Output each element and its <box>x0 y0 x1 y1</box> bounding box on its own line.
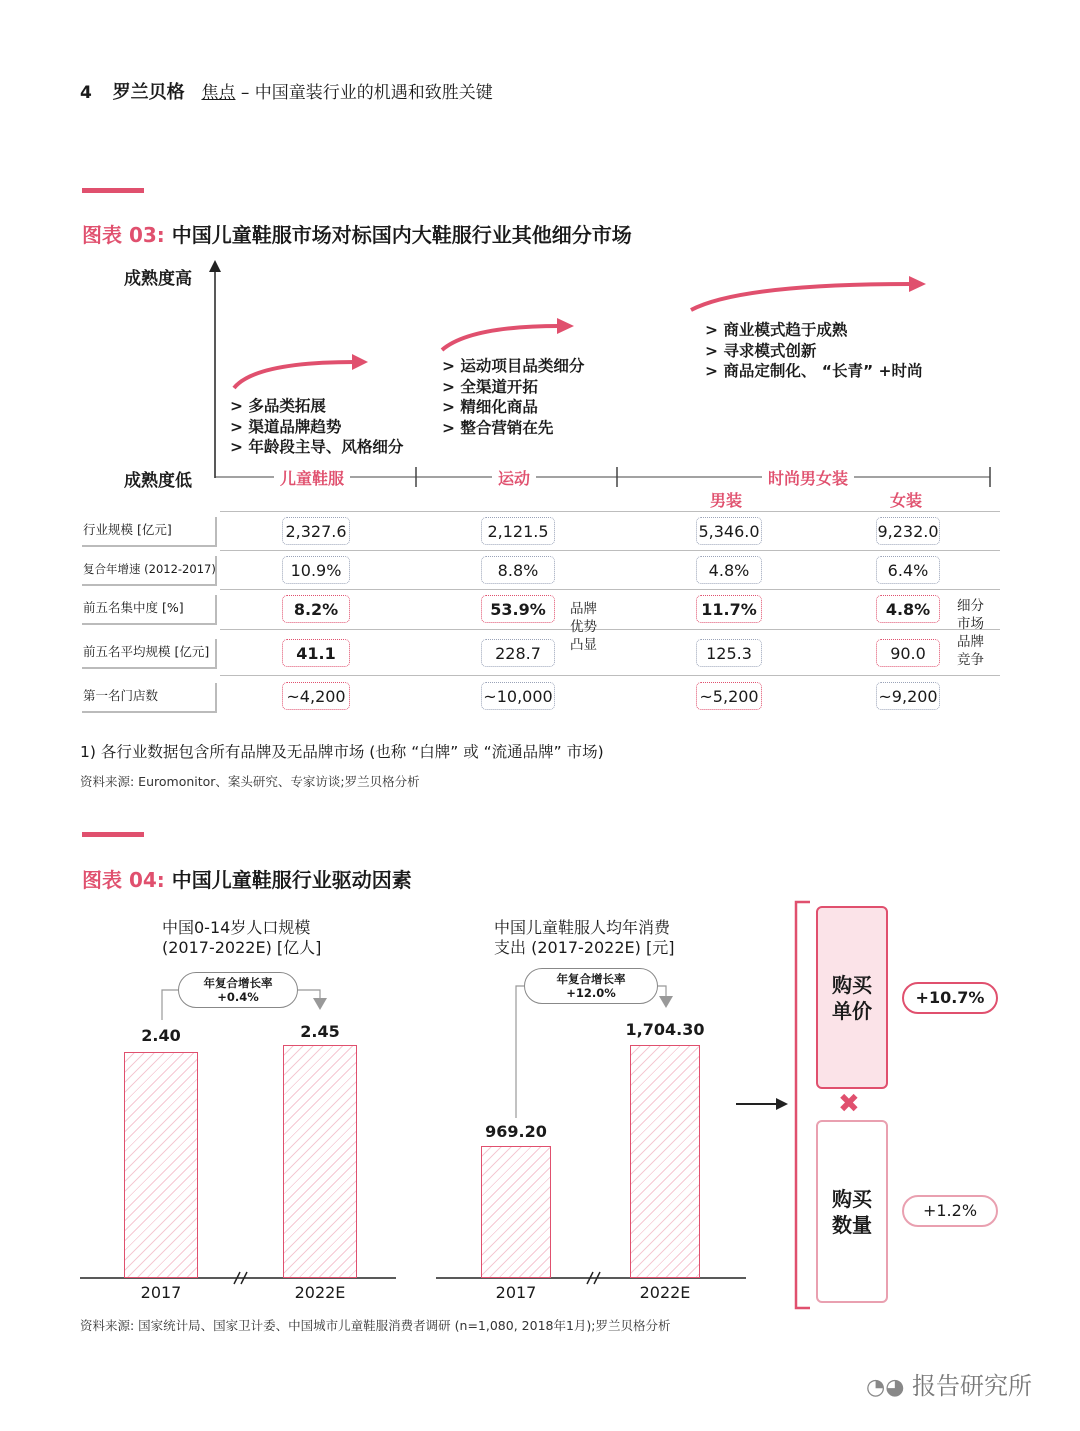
note-line: 细分 <box>957 598 984 614</box>
watermark-text: 报告研究所 <box>912 1372 1033 1400</box>
driver-label: 单价 <box>832 998 872 1023</box>
note-line: 品牌 <box>957 634 984 650</box>
list-item: > 全渠道开拓 <box>442 377 538 396</box>
figure03-footnote: 1) 各行业数据包含所有品牌及无品牌市场 (也称 “白牌” 或 “流通品牌” 市场) <box>80 743 604 761</box>
cagr-label: 年复合增长率 <box>203 976 273 990</box>
table-cell: 2,327.6 <box>282 517 350 545</box>
chart2-value-2017: 969.20 <box>485 1122 547 1141</box>
chart1-subtitle: (2017-2022E) [亿人] <box>162 938 322 957</box>
table-cell: 90.0 <box>876 639 940 667</box>
driver-unit-price-box <box>816 906 888 1089</box>
row-label-top-stores: 第一名门店数 <box>80 681 215 711</box>
table-cell: 8.8% <box>481 556 555 584</box>
segment-label-sports: 运动 <box>492 466 536 489</box>
row-label-market-size: 行业规模 [亿元] <box>80 515 215 545</box>
row-label-top5-avg: 前五名平均规模 [亿元] <box>80 637 215 667</box>
table-cell: 228.7 <box>481 639 555 667</box>
list-item: > 整合营销在先 <box>442 418 554 437</box>
drivers-bracket <box>780 890 820 1320</box>
table-cell: 53.9% <box>481 595 555 623</box>
cagr-label: 年复合增长率 <box>556 972 626 986</box>
driver-label: 购买 <box>832 972 872 997</box>
multiply-icon: ✖ <box>838 1089 860 1119</box>
chart2-subtitle: 支出 (2017-2022E) [元] <box>494 938 675 957</box>
row-label-cagr: 复合年增速 (2012-2017) <box>80 554 215 584</box>
table-cell: ~9,200 <box>876 682 940 710</box>
chart2-title-line: 中国儿童鞋服人均年消费 <box>494 918 671 937</box>
table-cell: 9,232.0 <box>876 517 940 545</box>
list-item: > 渠道品牌趋势 <box>230 417 342 436</box>
table-cell: 125.3 <box>696 639 762 667</box>
axis-high-label: 成熟度高 <box>124 269 192 289</box>
chart2-bar-2022e <box>630 1045 700 1278</box>
note-line: 优势 <box>570 619 597 635</box>
figure04-source: 资料来源: 国家统计局、国家卫计委、中国城市儿童鞋服消费者调研 (n=1,080, 2018年1月);罗兰贝格分析 <box>80 1318 671 1333</box>
list-item: > 商品定制化、 “长青” +时尚 <box>705 362 923 380</box>
segment-label-men: 男装 <box>704 488 748 511</box>
table-cell: 6.4% <box>876 556 940 584</box>
page-number: 4 <box>80 83 92 103</box>
list-item: > 精细化商品 <box>442 398 538 416</box>
driver-label: 购买 <box>832 1186 872 1211</box>
chart1-xlabel-2022e: 2022E <box>294 1283 346 1302</box>
row-label-top5-share: 前五名集中度 [%] <box>80 593 215 623</box>
chart2-bar-2017 <box>481 1146 551 1278</box>
driver-label: 数量 <box>832 1212 872 1237</box>
figure03-title-text: 中国儿童鞋服市场对标国内大鞋服行业其他细分市场 <box>171 223 632 247</box>
segment-competition-note <box>957 597 984 669</box>
watermark <box>866 1366 1032 1401</box>
chart1-title-line: 中国0-14岁人口规模 <box>162 918 311 937</box>
note-line: 竞争 <box>957 652 984 668</box>
list-item: > 年龄段主导、风格细分 <box>230 438 404 456</box>
table-cell: 4.8% <box>696 556 762 584</box>
table-cell: ~5,200 <box>696 682 762 710</box>
wechat-icon: ◔◕ <box>866 1375 905 1400</box>
table-cell: ~4,200 <box>282 682 350 710</box>
note-line: 市场 <box>957 616 984 632</box>
chart2-xlabel-2022e: 2022E <box>639 1283 691 1302</box>
quantity-rate: +1.2% <box>902 1195 998 1227</box>
note-line: 品牌 <box>570 601 597 617</box>
list-item: > 运动项目品类细分 <box>442 357 585 375</box>
list-item: > 商业模式趋于成熟 <box>705 321 848 339</box>
list-item: > 寻求模式创新 <box>705 341 817 360</box>
chart1-xlabel-2017: 2017 <box>140 1283 182 1302</box>
table-cell: 2,121.5 <box>481 517 555 545</box>
figure04-number: 图表 04: <box>82 868 165 892</box>
list-item: > 多品类拓展 <box>230 397 326 415</box>
table-cell: 4.8% <box>876 595 940 623</box>
axis-low-label: 成熟度低 <box>124 471 192 491</box>
figure03-number: 图表 03: <box>82 223 165 247</box>
segment-label-fashion: 时尚男女装 <box>762 466 854 489</box>
cagr-value: +12.0% <box>566 986 616 1000</box>
brand-name: 罗兰贝格 <box>112 82 185 103</box>
figure04-title-text: 中国儿童鞋服行业驱动因素 <box>171 868 412 892</box>
table-cell: 11.7% <box>696 595 762 623</box>
table-cell: 5,346.0 <box>696 517 762 545</box>
note-line: 凸显 <box>570 637 597 653</box>
header-subtitle: – 中国童装行业的机遇和致胜关键 <box>240 83 493 103</box>
section-link[interactable]: 焦点 <box>201 83 236 103</box>
table-cell: 41.1 <box>282 639 350 667</box>
chart1-value-2017: 2.40 <box>141 1026 181 1045</box>
chart2-value-2022e: 1,704.30 <box>625 1020 705 1039</box>
chart1-value-2022e: 2.45 <box>300 1022 340 1041</box>
chart2-xlabel-2017: 2017 <box>495 1283 537 1302</box>
table-cell: 10.9% <box>282 556 350 584</box>
segment-label-kids: 儿童鞋服 <box>274 466 350 489</box>
unit-price-rate: +10.7% <box>902 982 998 1014</box>
driver-quantity-box <box>816 1120 888 1303</box>
table-cell: 8.2% <box>282 595 350 623</box>
segment-label-women: 女装 <box>884 488 928 511</box>
cagr-value: +0.4% <box>217 990 259 1004</box>
figure03-source: 资料来源: Euromonitor、案头研究、专家访谈;罗兰贝格分析 <box>80 774 420 789</box>
table-cell: ~10,000 <box>481 682 555 710</box>
